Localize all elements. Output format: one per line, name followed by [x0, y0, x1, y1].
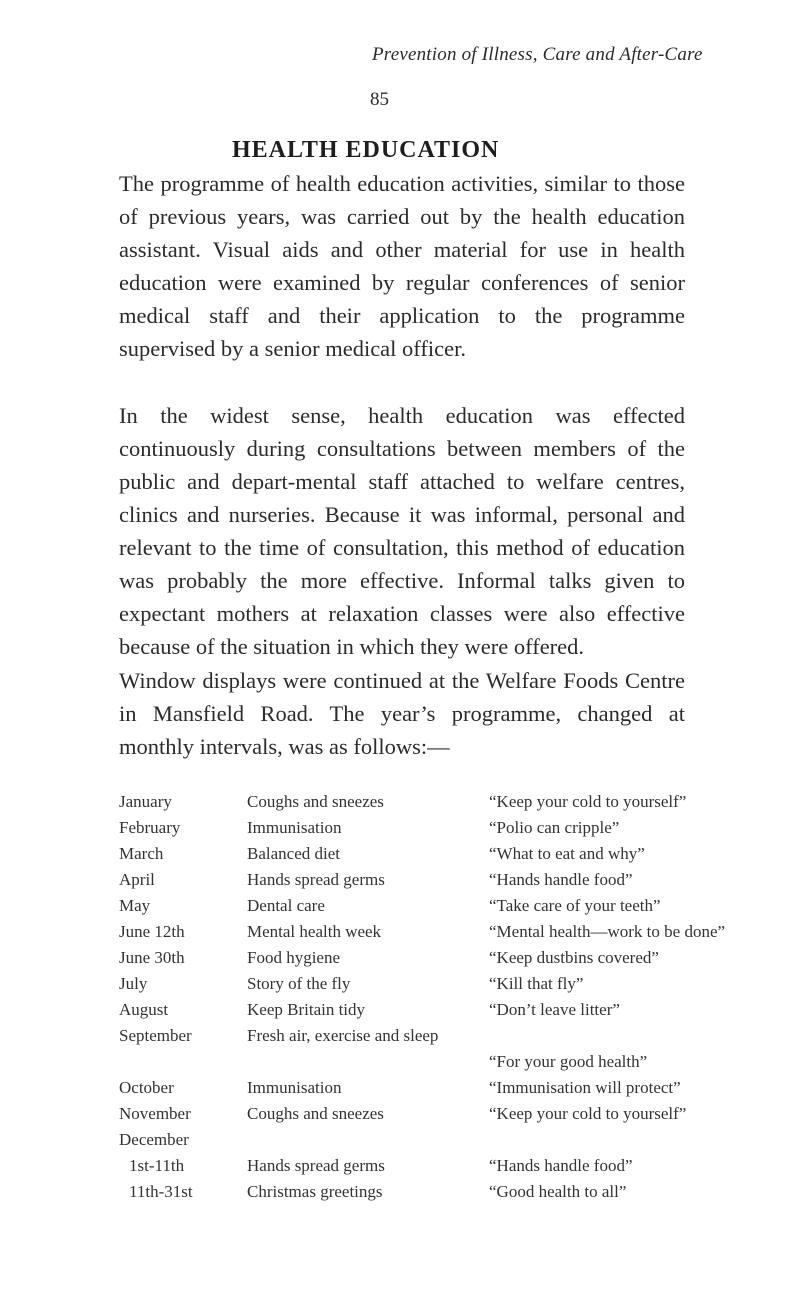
schedule-month: March	[119, 844, 164, 863]
schedule-month: April	[119, 870, 155, 889]
schedule-topic: Food hygiene	[247, 948, 341, 967]
schedule-topic: Dental care	[247, 896, 325, 915]
schedule-month: October	[119, 1078, 174, 1097]
schedule-topic: Coughs and sneezes	[247, 792, 384, 811]
schedule-row	[119, 972, 759, 998]
schedule-topic: Coughs and sneezes	[247, 1104, 384, 1123]
schedule-topic: Immunisation	[247, 818, 342, 837]
schedule-row	[119, 946, 759, 972]
schedule-topic: Fresh air, exercise and sleep	[247, 1026, 439, 1045]
running-header: Prevention of Illness, Care and After-Care	[372, 44, 703, 65]
programme-schedule	[119, 790, 759, 1206]
schedule-month: May	[119, 896, 151, 915]
schedule-slogan: “Keep dustbins covered”	[489, 948, 659, 967]
schedule-topic: Balanced diet	[247, 844, 340, 863]
schedule-row	[119, 1076, 759, 1102]
schedule-slogan: “Take care of your teeth”	[489, 896, 661, 915]
schedule-month: 1st-11th	[129, 1156, 185, 1175]
schedule-slogan: “Mental health—work to be done”	[489, 922, 726, 941]
schedule-row	[119, 842, 759, 868]
schedule-slogan: “What to eat and why”	[489, 844, 645, 863]
schedule-row	[119, 1102, 759, 1128]
schedule-slogan: “Keep your cold to yourself”	[489, 792, 687, 811]
schedule-month: September	[119, 1026, 192, 1045]
page-number: 85	[370, 89, 389, 110]
schedule-slogan: “For your good health”	[489, 1052, 648, 1071]
schedule-month: July	[119, 974, 148, 993]
schedule-topic: Christmas greetings	[247, 1182, 383, 1201]
schedule-topic: Story of the fly	[247, 974, 351, 993]
schedule-slogan: “Hands handle food”	[489, 870, 633, 889]
schedule-topic: Hands spread germs	[247, 870, 385, 889]
schedule-slogan: “Good health to all”	[489, 1182, 627, 1201]
schedule-row	[119, 920, 759, 946]
schedule-month: June 30th	[119, 948, 185, 967]
schedule-row	[119, 894, 759, 920]
schedule-row	[119, 998, 759, 1024]
paragraph-consultations: In the widest sense, health education was effected continuously during consultations between members of the public and depart-mental staff attached to welfare centres, clinics and nurseries. Because it was informal, personal and relevant to the time of consultation, this method of education was probably the more effective. Informal talks given to expectant mothers at relaxation classes were also effective because of the situation in which they were offered.	[119, 403, 685, 659]
schedule-row	[119, 1180, 759, 1206]
schedule-month: June 12th	[119, 922, 185, 941]
schedule-month: December	[119, 1130, 189, 1149]
schedule-month: January	[119, 792, 172, 811]
schedule-month: 11th-31st	[129, 1182, 193, 1201]
schedule-month: November	[119, 1104, 191, 1123]
schedule-row	[119, 790, 759, 816]
schedule-slogan: “Don’t leave litter”	[489, 1000, 620, 1019]
schedule-month: February	[119, 818, 181, 837]
schedule-slogan: “Kill that fly”	[489, 974, 584, 993]
schedule-topic: Keep Britain tidy	[247, 1000, 366, 1019]
schedule-topic: Mental health week	[247, 922, 382, 941]
schedule-slogan: “Immunisation will protect”	[489, 1078, 681, 1097]
schedule-row	[119, 1154, 759, 1180]
schedule-row	[119, 1128, 759, 1154]
schedule-row	[119, 1024, 759, 1076]
section-title: HEALTH EDUCATION	[232, 137, 500, 163]
schedule-row	[119, 868, 759, 894]
schedule-topic: Immunisation	[247, 1078, 342, 1097]
paragraph-window-displays: Window displays were continued at the Welfare Foods Centre in Mansfield Road. The year’s programme, changed at monthly intervals, was as follows:—	[119, 668, 685, 759]
schedule-row	[119, 816, 759, 842]
schedule-slogan: “Keep your cold to yourself”	[489, 1104, 687, 1123]
schedule-topic: Hands spread germs	[247, 1156, 385, 1175]
schedule-month: August	[119, 1000, 169, 1019]
paragraph-intro: The programme of health education activities, similar to those of previous years, was carried out by the health education assistant. Visual aids and other material for use in health education were examined by regular conferences of senior medical staff and their application to the programme supervised by a senior medical officer.	[119, 171, 685, 361]
schedule-slogan: “Polio can cripple”	[489, 818, 620, 837]
schedule-slogan: “Hands handle food”	[489, 1156, 633, 1175]
